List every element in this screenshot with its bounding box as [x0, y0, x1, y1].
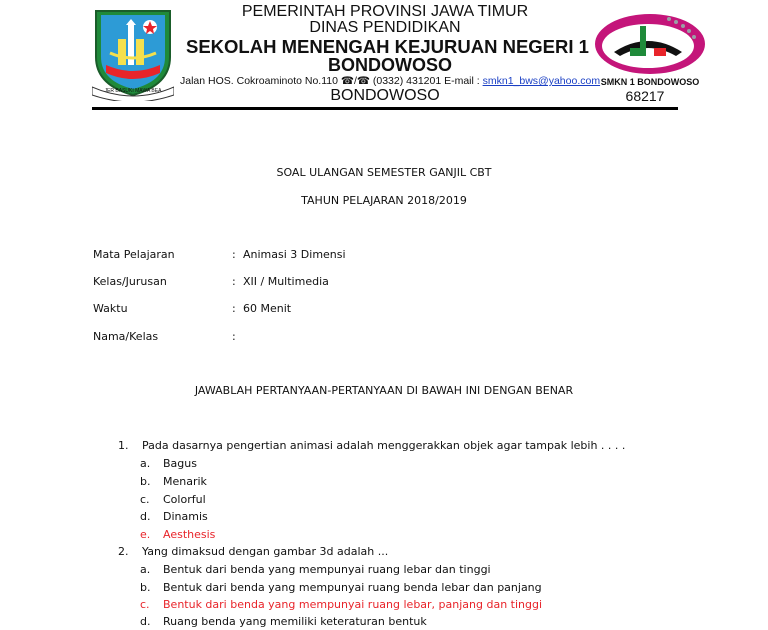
- option-letter: d.: [140, 615, 151, 628]
- option-letter: a.: [140, 563, 151, 576]
- email-link[interactable]: smkn1_bws@yahoo.com: [482, 75, 601, 87]
- info-colon: :: [232, 275, 236, 288]
- info-colon: :: [232, 248, 236, 261]
- option-text: Bentuk dari benda yang mempunyai ruang benda lebar dan panjang: [163, 581, 542, 594]
- academic-year: TAHUN PELAJARAN 2018/2019: [301, 194, 467, 207]
- info-label-name: Nama/Kelas: [93, 330, 159, 343]
- option-letter: d.: [140, 510, 151, 523]
- header-province: PEMERINTAH PROVINSI JAWA TIMUR: [241, 3, 529, 20]
- question-text: Pada dasarnya pengertian animasi adalah menggerakkan objek agar tampak lebih . . . .: [142, 439, 626, 452]
- info-label-time: Waktu: [93, 302, 128, 315]
- info-value-class: XII / Multimedia: [243, 275, 329, 288]
- info-colon: :: [232, 302, 236, 315]
- province-emblem: [92, 5, 174, 101]
- option-text: Dinamis: [163, 510, 208, 523]
- info-label-subject: Mata Pelajaran: [93, 248, 175, 261]
- question-number: 2.: [118, 545, 129, 558]
- emblem-ribbon-text: JER BASUKI MAWA BEA: [104, 88, 162, 94]
- question-number: 1.: [118, 439, 129, 452]
- address-text: Jalan HOS. Cokroaminoto No.110 ☎/☎ (0332) 431201 E-mail :: [180, 75, 483, 87]
- option-text-answer: Bentuk dari benda yang mempunyai ruang lebar, panjang dan tinggi: [163, 598, 543, 611]
- info-value-subject: Animasi 3 Dimensi: [243, 248, 346, 261]
- option-text: Bentuk dari benda yang mempunyai ruang lebar dan tinggi: [163, 563, 491, 576]
- question-text: Yang dimaksud dengan gambar 3d adalah ...: [142, 545, 389, 558]
- option-text: Menarik: [163, 475, 207, 488]
- header-department: DINAS PENDIDIKAN: [309, 19, 461, 36]
- instruction: JAWABLAH PERTANYAAN-PERTANYAAN DI BAWAH INI DENGAN BENAR: [194, 384, 574, 397]
- postal-code: 68217: [625, 88, 665, 104]
- info-colon: :: [232, 330, 236, 343]
- school-logo: [590, 8, 710, 78]
- header-school-city: BONDOWOSO: [328, 55, 452, 75]
- option-letter-answer: e.: [140, 528, 151, 541]
- option-text: Bagus: [163, 457, 197, 470]
- option-text: Colorful: [163, 493, 206, 506]
- option-letter-answer: c.: [140, 598, 150, 611]
- option-letter: a.: [140, 457, 151, 470]
- info-value-time: 60 Menit: [243, 302, 292, 315]
- option-text-answer: Aesthesis: [163, 528, 216, 541]
- option-letter: c.: [140, 493, 150, 506]
- header-city: BONDOWOSO: [330, 87, 440, 104]
- option-text: Ruang benda yang memiliki keteraturan bentuk: [163, 615, 427, 628]
- header-school-name: SEKOLAH MENENGAH KEJURUAN NEGERI 1: [186, 36, 589, 57]
- info-label-class: Kelas/Jurusan: [93, 275, 167, 288]
- exam-title: SOAL ULANGAN SEMESTER GANJIL CBT: [276, 166, 492, 179]
- logo-school-label: SMKN 1 BONDOWOSO: [600, 77, 700, 87]
- option-letter: b.: [140, 475, 151, 488]
- header-divider: [92, 107, 678, 110]
- option-letter: b.: [140, 581, 151, 594]
